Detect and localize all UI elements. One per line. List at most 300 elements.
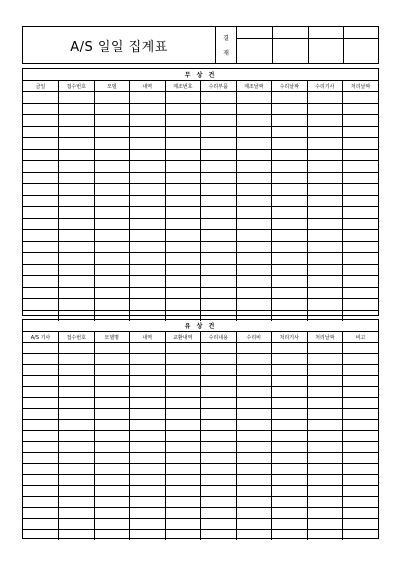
table-cell[interactable] <box>236 287 272 299</box>
table-cell[interactable] <box>59 149 95 161</box>
table-cell[interactable] <box>307 475 343 486</box>
table-cell[interactable] <box>165 184 201 196</box>
table-cell[interactable] <box>236 497 272 508</box>
table-cell[interactable] <box>94 287 130 299</box>
table-cell[interactable] <box>165 530 201 541</box>
table-cell[interactable] <box>201 530 237 541</box>
table-cell[interactable] <box>59 398 95 409</box>
table-cell[interactable] <box>307 161 343 173</box>
table-cell[interactable] <box>272 453 308 464</box>
table-cell[interactable] <box>201 184 237 196</box>
table-cell[interactable] <box>201 207 237 219</box>
table-cell[interactable] <box>23 475 59 486</box>
table-cell[interactable] <box>236 264 272 276</box>
table-cell[interactable] <box>165 486 201 497</box>
table-cell[interactable] <box>23 126 59 138</box>
table-cell[interactable] <box>343 519 379 530</box>
table-cell[interactable] <box>201 172 237 184</box>
table-cell[interactable] <box>23 241 59 253</box>
table-cell[interactable] <box>307 343 343 354</box>
table-cell[interactable] <box>343 442 379 453</box>
table-cell[interactable] <box>236 464 272 475</box>
table-cell[interactable] <box>59 253 95 265</box>
table-cell[interactable] <box>343 409 379 420</box>
table-cell[interactable] <box>59 475 95 486</box>
table-cell[interactable] <box>94 172 130 184</box>
table-cell[interactable] <box>307 354 343 365</box>
table-cell[interactable] <box>23 103 59 115</box>
table-cell[interactable] <box>201 149 237 161</box>
table-cell[interactable] <box>343 530 379 541</box>
table-cell[interactable] <box>23 464 59 475</box>
table-cell[interactable] <box>307 464 343 475</box>
table-cell[interactable] <box>272 253 308 265</box>
table-cell[interactable] <box>94 475 130 486</box>
table-cell[interactable] <box>272 475 308 486</box>
table-cell[interactable] <box>94 398 130 409</box>
table-cell[interactable] <box>272 126 308 138</box>
table-cell[interactable] <box>201 276 237 288</box>
table-cell[interactable] <box>307 420 343 431</box>
table-cell[interactable] <box>130 343 166 354</box>
table-cell[interactable] <box>23 354 59 365</box>
table-cell[interactable] <box>343 376 379 387</box>
table-cell[interactable] <box>201 103 237 115</box>
table-cell[interactable] <box>94 253 130 265</box>
table-cell[interactable] <box>165 230 201 242</box>
table-cell[interactable] <box>23 161 59 173</box>
table-cell[interactable] <box>165 519 201 530</box>
table-cell[interactable] <box>307 376 343 387</box>
table-cell[interactable] <box>201 486 237 497</box>
table-cell[interactable] <box>272 431 308 442</box>
table-cell[interactable] <box>236 409 272 420</box>
table-cell[interactable] <box>343 508 379 519</box>
table-cell[interactable] <box>165 264 201 276</box>
table-cell[interactable] <box>94 431 130 442</box>
table-cell[interactable] <box>272 365 308 376</box>
table-cell[interactable] <box>343 343 379 354</box>
table-cell[interactable] <box>201 264 237 276</box>
table-cell[interactable] <box>272 115 308 127</box>
table-cell[interactable] <box>94 207 130 219</box>
approval-box[interactable] <box>273 27 309 63</box>
table-cell[interactable] <box>165 453 201 464</box>
table-cell[interactable] <box>130 530 166 541</box>
table-cell[interactable] <box>59 530 95 541</box>
table-cell[interactable] <box>130 276 166 288</box>
table-cell[interactable] <box>343 207 379 219</box>
table-cell[interactable] <box>236 453 272 464</box>
table-cell[interactable] <box>59 442 95 453</box>
table-cell[interactable] <box>59 276 95 288</box>
table-cell[interactable] <box>343 103 379 115</box>
table-cell[interactable] <box>201 497 237 508</box>
table-cell[interactable] <box>272 207 308 219</box>
table-cell[interactable] <box>307 497 343 508</box>
table-cell[interactable] <box>343 464 379 475</box>
table-cell[interactable] <box>94 409 130 420</box>
table-cell[interactable] <box>165 387 201 398</box>
table-cell[interactable] <box>343 486 379 497</box>
table-cell[interactable] <box>59 497 95 508</box>
table-cell[interactable] <box>23 299 59 311</box>
table-cell[interactable] <box>201 230 237 242</box>
table-cell[interactable] <box>94 241 130 253</box>
table-cell[interactable] <box>59 453 95 464</box>
table-cell[interactable] <box>236 207 272 219</box>
table-cell[interactable] <box>307 365 343 376</box>
table-cell[interactable] <box>130 497 166 508</box>
table-cell[interactable] <box>94 115 130 127</box>
table-cell[interactable] <box>165 253 201 265</box>
table-cell[interactable] <box>165 276 201 288</box>
table-cell[interactable] <box>165 126 201 138</box>
table-cell[interactable] <box>236 149 272 161</box>
table-cell[interactable] <box>59 184 95 196</box>
table-cell[interactable] <box>272 172 308 184</box>
table-cell[interactable] <box>307 207 343 219</box>
table-cell[interactable] <box>307 172 343 184</box>
table-cell[interactable] <box>23 115 59 127</box>
table-cell[interactable] <box>307 409 343 420</box>
table-cell[interactable] <box>343 241 379 253</box>
table-cell[interactable] <box>201 218 237 230</box>
table-cell[interactable] <box>23 387 59 398</box>
table-cell[interactable] <box>130 387 166 398</box>
table-cell[interactable] <box>165 409 201 420</box>
table-cell[interactable] <box>201 398 237 409</box>
table-cell[interactable] <box>201 287 237 299</box>
table-cell[interactable] <box>130 354 166 365</box>
table-cell[interactable] <box>94 464 130 475</box>
table-cell[interactable] <box>59 376 95 387</box>
table-cell[interactable] <box>165 172 201 184</box>
table-cell[interactable] <box>130 486 166 497</box>
table-cell[interactable] <box>201 464 237 475</box>
table-cell[interactable] <box>307 486 343 497</box>
table-cell[interactable] <box>59 431 95 442</box>
table-cell[interactable] <box>94 92 130 104</box>
table-cell[interactable] <box>236 442 272 453</box>
table-cell[interactable] <box>130 115 166 127</box>
table-cell[interactable] <box>272 161 308 173</box>
table-cell[interactable] <box>94 149 130 161</box>
table-cell[interactable] <box>130 508 166 519</box>
table-cell[interactable] <box>59 409 95 420</box>
table-cell[interactable] <box>343 92 379 104</box>
table-cell[interactable] <box>165 149 201 161</box>
table-cell[interactable] <box>201 161 237 173</box>
table-cell[interactable] <box>201 195 237 207</box>
table-cell[interactable] <box>130 398 166 409</box>
table-cell[interactable] <box>23 207 59 219</box>
table-cell[interactable] <box>201 343 237 354</box>
table-cell[interactable] <box>94 230 130 242</box>
table-cell[interactable] <box>94 184 130 196</box>
table-cell[interactable] <box>343 126 379 138</box>
table-cell[interactable] <box>236 230 272 242</box>
table-cell[interactable] <box>94 138 130 150</box>
table-cell[interactable] <box>165 398 201 409</box>
table-cell[interactable] <box>343 365 379 376</box>
table-cell[interactable] <box>343 287 379 299</box>
table-cell[interactable] <box>343 398 379 409</box>
table-cell[interactable] <box>94 218 130 230</box>
table-cell[interactable] <box>307 149 343 161</box>
table-cell[interactable] <box>343 453 379 464</box>
table-cell[interactable] <box>236 343 272 354</box>
table-cell[interactable] <box>307 126 343 138</box>
table-cell[interactable] <box>130 172 166 184</box>
table-cell[interactable] <box>130 365 166 376</box>
table-cell[interactable] <box>59 343 95 354</box>
table-cell[interactable] <box>130 287 166 299</box>
table-cell[interactable] <box>59 354 95 365</box>
table-cell[interactable] <box>307 264 343 276</box>
table-cell[interactable] <box>59 230 95 242</box>
table-cell[interactable] <box>59 103 95 115</box>
table-cell[interactable] <box>236 530 272 541</box>
table-cell[interactable] <box>165 138 201 150</box>
table-cell[interactable] <box>343 138 379 150</box>
table-cell[interactable] <box>343 387 379 398</box>
approval-box[interactable] <box>237 27 273 63</box>
table-cell[interactable] <box>236 354 272 365</box>
table-cell[interactable] <box>307 398 343 409</box>
table-cell[interactable] <box>201 519 237 530</box>
table-cell[interactable] <box>23 92 59 104</box>
table-cell[interactable] <box>236 138 272 150</box>
table-cell[interactable] <box>236 376 272 387</box>
table-cell[interactable] <box>343 354 379 365</box>
table-cell[interactable] <box>272 519 308 530</box>
table-cell[interactable] <box>130 241 166 253</box>
table-cell[interactable] <box>343 276 379 288</box>
table-cell[interactable] <box>130 442 166 453</box>
table-cell[interactable] <box>94 126 130 138</box>
table-cell[interactable] <box>343 497 379 508</box>
table-cell[interactable] <box>94 486 130 497</box>
table-cell[interactable] <box>23 497 59 508</box>
table-cell[interactable] <box>165 299 201 311</box>
table-cell[interactable] <box>272 464 308 475</box>
table-cell[interactable] <box>59 519 95 530</box>
table-cell[interactable] <box>165 287 201 299</box>
table-cell[interactable] <box>165 376 201 387</box>
table-cell[interactable] <box>94 354 130 365</box>
table-cell[interactable] <box>272 103 308 115</box>
table-cell[interactable] <box>307 230 343 242</box>
table-cell[interactable] <box>165 343 201 354</box>
table-cell[interactable] <box>343 161 379 173</box>
table-cell[interactable] <box>201 508 237 519</box>
table-cell[interactable] <box>272 398 308 409</box>
table-cell[interactable] <box>236 508 272 519</box>
table-cell[interactable] <box>23 508 59 519</box>
table-cell[interactable] <box>236 420 272 431</box>
table-cell[interactable] <box>59 126 95 138</box>
table-cell[interactable] <box>307 453 343 464</box>
table-cell[interactable] <box>343 172 379 184</box>
table-cell[interactable] <box>23 264 59 276</box>
table-cell[interactable] <box>23 530 59 541</box>
table-cell[interactable] <box>272 508 308 519</box>
table-cell[interactable] <box>343 218 379 230</box>
table-cell[interactable] <box>201 354 237 365</box>
table-cell[interactable] <box>59 218 95 230</box>
table-cell[interactable] <box>59 299 95 311</box>
table-cell[interactable] <box>23 420 59 431</box>
table-cell[interactable] <box>307 195 343 207</box>
table-cell[interactable] <box>59 508 95 519</box>
table-cell[interactable] <box>272 195 308 207</box>
table-cell[interactable] <box>343 253 379 265</box>
table-cell[interactable] <box>272 486 308 497</box>
table-cell[interactable] <box>130 475 166 486</box>
table-cell[interactable] <box>94 343 130 354</box>
table-cell[interactable] <box>165 508 201 519</box>
table-cell[interactable] <box>307 519 343 530</box>
table-cell[interactable] <box>165 464 201 475</box>
table-cell[interactable] <box>272 241 308 253</box>
table-cell[interactable] <box>236 218 272 230</box>
table-cell[interactable] <box>23 442 59 453</box>
table-cell[interactable] <box>130 420 166 431</box>
table-cell[interactable] <box>130 264 166 276</box>
table-cell[interactable] <box>307 253 343 265</box>
table-cell[interactable] <box>201 115 237 127</box>
table-cell[interactable] <box>165 103 201 115</box>
table-cell[interactable] <box>165 195 201 207</box>
table-cell[interactable] <box>130 103 166 115</box>
table-cell[interactable] <box>130 126 166 138</box>
table-cell[interactable] <box>130 453 166 464</box>
table-cell[interactable] <box>23 365 59 376</box>
table-cell[interactable] <box>94 497 130 508</box>
table-cell[interactable] <box>343 115 379 127</box>
table-cell[interactable] <box>236 115 272 127</box>
table-cell[interactable] <box>201 376 237 387</box>
table-cell[interactable] <box>23 409 59 420</box>
table-cell[interactable] <box>272 149 308 161</box>
table-cell[interactable] <box>130 207 166 219</box>
table-cell[interactable] <box>272 184 308 196</box>
table-cell[interactable] <box>236 519 272 530</box>
table-cell[interactable] <box>272 138 308 150</box>
table-cell[interactable] <box>165 218 201 230</box>
table-cell[interactable] <box>23 218 59 230</box>
table-cell[interactable] <box>236 92 272 104</box>
table-cell[interactable] <box>23 230 59 242</box>
table-cell[interactable] <box>23 431 59 442</box>
table-cell[interactable] <box>130 409 166 420</box>
table-cell[interactable] <box>165 161 201 173</box>
table-cell[interactable] <box>201 138 237 150</box>
table-cell[interactable] <box>130 230 166 242</box>
table-cell[interactable] <box>23 276 59 288</box>
table-cell[interactable] <box>343 195 379 207</box>
table-cell[interactable] <box>130 149 166 161</box>
table-cell[interactable] <box>307 508 343 519</box>
table-cell[interactable] <box>94 420 130 431</box>
table-cell[interactable] <box>236 161 272 173</box>
table-cell[interactable] <box>59 161 95 173</box>
table-cell[interactable] <box>343 264 379 276</box>
table-cell[interactable] <box>94 376 130 387</box>
table-cell[interactable] <box>165 92 201 104</box>
table-cell[interactable] <box>59 365 95 376</box>
table-cell[interactable] <box>201 126 237 138</box>
table-cell[interactable] <box>59 486 95 497</box>
table-cell[interactable] <box>201 442 237 453</box>
table-cell[interactable] <box>59 420 95 431</box>
table-cell[interactable] <box>307 138 343 150</box>
table-cell[interactable] <box>201 387 237 398</box>
table-cell[interactable] <box>236 387 272 398</box>
table-cell[interactable] <box>59 241 95 253</box>
table-cell[interactable] <box>130 92 166 104</box>
table-cell[interactable] <box>94 103 130 115</box>
table-cell[interactable] <box>94 161 130 173</box>
table-cell[interactable] <box>165 475 201 486</box>
table-cell[interactable] <box>59 207 95 219</box>
table-cell[interactable] <box>236 365 272 376</box>
table-cell[interactable] <box>236 126 272 138</box>
table-cell[interactable] <box>94 508 130 519</box>
table-cell[interactable] <box>59 92 95 104</box>
table-cell[interactable] <box>236 184 272 196</box>
table-cell[interactable] <box>94 264 130 276</box>
table-cell[interactable] <box>272 420 308 431</box>
table-cell[interactable] <box>59 172 95 184</box>
table-cell[interactable] <box>94 365 130 376</box>
table-cell[interactable] <box>130 195 166 207</box>
table-cell[interactable] <box>59 264 95 276</box>
table-cell[interactable] <box>201 253 237 265</box>
table-cell[interactable] <box>59 387 95 398</box>
table-cell[interactable] <box>165 420 201 431</box>
table-cell[interactable] <box>23 287 59 299</box>
table-cell[interactable] <box>201 453 237 464</box>
table-cell[interactable] <box>307 442 343 453</box>
table-cell[interactable] <box>272 230 308 242</box>
table-cell[interactable] <box>130 376 166 387</box>
table-cell[interactable] <box>165 442 201 453</box>
table-cell[interactable] <box>165 354 201 365</box>
table-cell[interactable] <box>23 343 59 354</box>
table-cell[interactable] <box>343 431 379 442</box>
table-cell[interactable] <box>236 195 272 207</box>
table-cell[interactable] <box>236 241 272 253</box>
table-cell[interactable] <box>236 103 272 115</box>
table-cell[interactable] <box>201 299 237 311</box>
table-cell[interactable] <box>130 464 166 475</box>
table-cell[interactable] <box>201 420 237 431</box>
table-cell[interactable] <box>23 138 59 150</box>
table-cell[interactable] <box>272 218 308 230</box>
table-cell[interactable] <box>201 431 237 442</box>
table-cell[interactable] <box>343 230 379 242</box>
table-cell[interactable] <box>272 387 308 398</box>
table-cell[interactable] <box>272 354 308 365</box>
table-cell[interactable] <box>201 409 237 420</box>
table-cell[interactable] <box>59 138 95 150</box>
table-cell[interactable] <box>59 195 95 207</box>
table-cell[interactable] <box>272 92 308 104</box>
table-cell[interactable] <box>236 172 272 184</box>
table-cell[interactable] <box>236 398 272 409</box>
